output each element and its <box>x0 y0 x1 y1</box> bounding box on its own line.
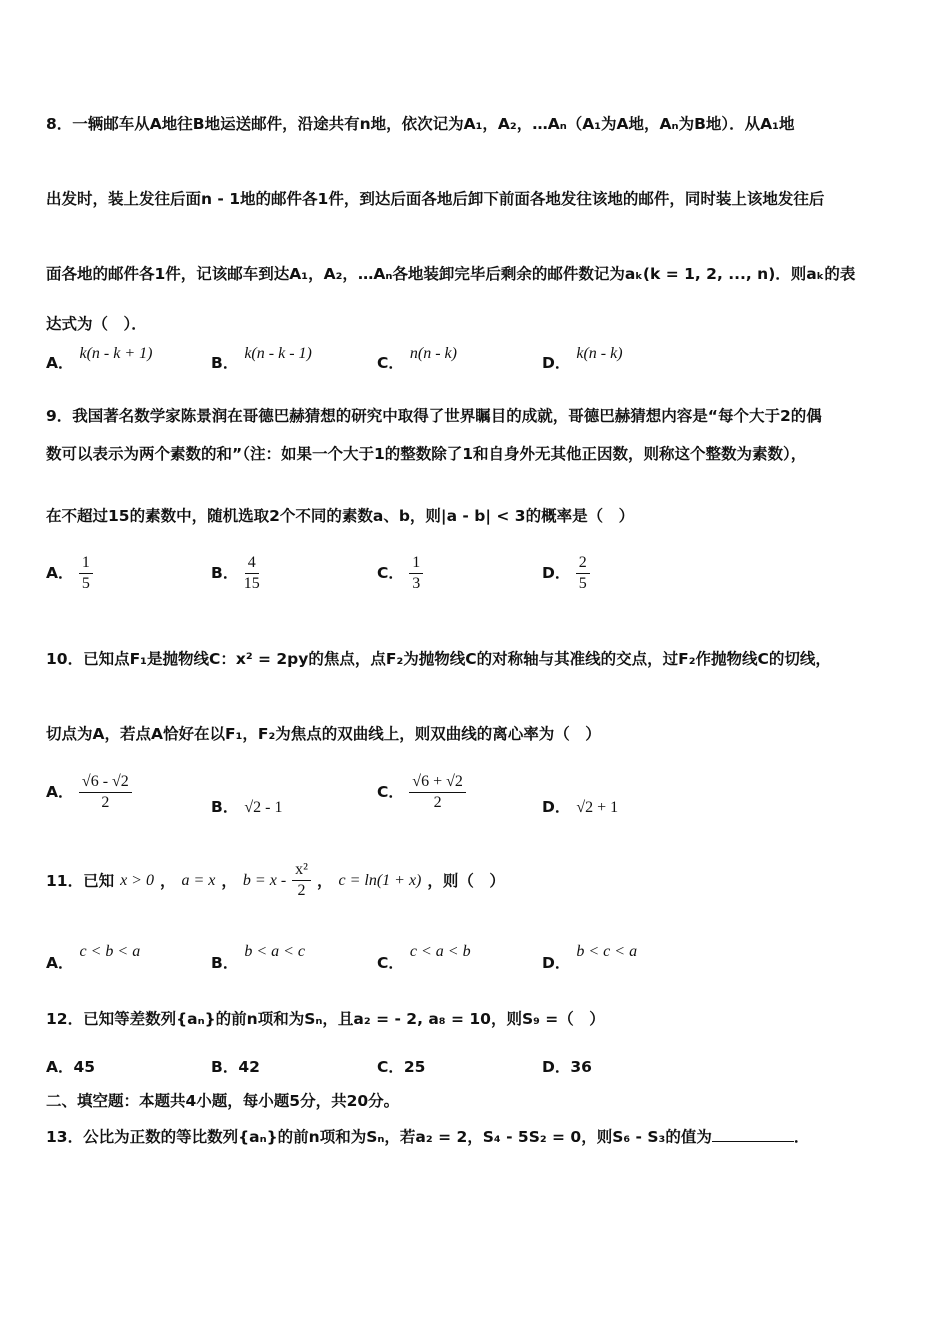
answer-blank[interactable] <box>712 1127 794 1142</box>
q10-option-d[interactable]: D． √2 + 1 <box>542 798 619 816</box>
q12-option-b[interactable]: B．42 <box>211 1058 260 1076</box>
q12-line1: 12．已知等差数列{aₙ}的前n项和为Sₙ，且a₂ = - 2, a₈ = 10，则S₉ =（ ） <box>46 1010 605 1028</box>
q10-line1: 10．已知点F₁是抛物线C：x² = 2py的焦点，点F₂为抛物线C的对称轴与其准线的交点，过F₂作抛物线C的切线， <box>46 650 831 668</box>
q11-line: 11．已知 x > 0 ， a = x ， b = x - $\frac{\text{x²}}{2}$ ， c = ln(1 + x) ，则（ ） <box>46 861 505 899</box>
fraction: $\frac{1}{3}$ <box>409 553 423 594</box>
q9-option-b[interactable]: B． $\frac{4}{15}$ <box>211 554 260 592</box>
q9-line1: 9．我国著名数学家陈景润在哥德巴赫猜想的研究中取得了世界瞩目的成就，哥德巴赫猜想内容是“每个大于2的偶 <box>46 407 822 425</box>
q8-line1: 8．一辆邮车从A地往B地运送邮件，沿途共有n地，依次记为A₁，A₂，…Aₙ（A₁为A地，Aₙ为B地）．从A₁地 <box>46 115 795 133</box>
fraction: $\frac{4}{15}$ <box>243 554 260 592</box>
q8-option-a[interactable]: A．k(n - k + 1) <box>46 345 153 372</box>
q8-line4: 达式为（ ）． <box>46 315 147 333</box>
q8-option-d[interactable]: D．k(n - k) <box>542 345 623 372</box>
q9-option-c[interactable]: C． $\frac{1}{3}$ <box>377 553 423 594</box>
fraction: $\frac{√6 - √2}{2}$ <box>79 772 132 813</box>
q11-option-b[interactable]: B．b < a < c <box>211 943 306 972</box>
q8-option-c[interactable]: C．n(n - k) <box>377 345 457 372</box>
q10-option-a[interactable]: A． $\frac{√6 - √2}{2}$ <box>46 772 132 813</box>
section-heading: 二、填空题：本题共4小题，每小题5分，共20分。 <box>46 1092 400 1110</box>
q9-option-d[interactable]: D． $\frac{2}{5}$ <box>542 553 590 594</box>
fraction: $\frac{\text{x²}}{2}$ <box>292 860 311 901</box>
q9-option-a[interactable]: A． $\frac{1}{5}$ <box>46 553 93 594</box>
q9-line3: 在不超过15的素数中，随机选取2个不同的素数a、b，则|a - b| < 3的概率是（ ） <box>46 507 635 525</box>
q10-option-c[interactable]: C． $\frac{√6 + √2}{2}$ <box>377 772 466 813</box>
q12-option-a[interactable]: A．45 <box>46 1058 96 1076</box>
q13-line1: 13．公比为正数的等比数列{aₙ}的前n项和为Sₙ，若a₂ = 2，S₄ - 5S₂ = 0，则S₆ - S₃的值为 ． <box>46 1128 810 1146</box>
fraction: $\frac{1}{5}$ <box>79 553 93 594</box>
q8-line3: 面各地的邮件各1件，记该邮车到达A₁，A₂，…Aₙ各地装卸完毕后剩余的邮件数记为aₖ(k = 1, 2, ..., n)．则aₖ的表 <box>46 265 856 283</box>
q10-option-b[interactable]: B． √2 - 1 <box>211 798 283 816</box>
q10-line2: 切点为A，若点A恰好在以F₁，F₂为焦点的双曲线上，则双曲线的离心率为（ ） <box>46 725 601 743</box>
q11-option-c[interactable]: C．c < a < b <box>377 943 471 972</box>
q11-option-d[interactable]: D．b < c < a <box>542 943 638 972</box>
q11-option-a[interactable]: A．c < b < a <box>46 943 141 972</box>
fraction: $\frac{2}{5}$ <box>576 553 590 594</box>
q12-option-d[interactable]: D．36 <box>542 1058 592 1076</box>
q12-option-c[interactable]: C．25 <box>377 1058 426 1076</box>
q8-line2: 出发时，装上发往后面n - 1地的邮件各1件，到达后面各地后卸下前面各地发往该地的邮件，同时装上该地发往后 <box>46 190 825 208</box>
fraction: $\frac{√6 + √2}{2}$ <box>409 772 466 813</box>
q8-option-b[interactable]: B．k(n - k - 1) <box>211 345 312 372</box>
q9-line2: 数可以表示为两个素数的和”（注：如果一个大于1的整数除了1和自身外无其他正因数，则称这个整数为素数）， <box>46 445 807 463</box>
